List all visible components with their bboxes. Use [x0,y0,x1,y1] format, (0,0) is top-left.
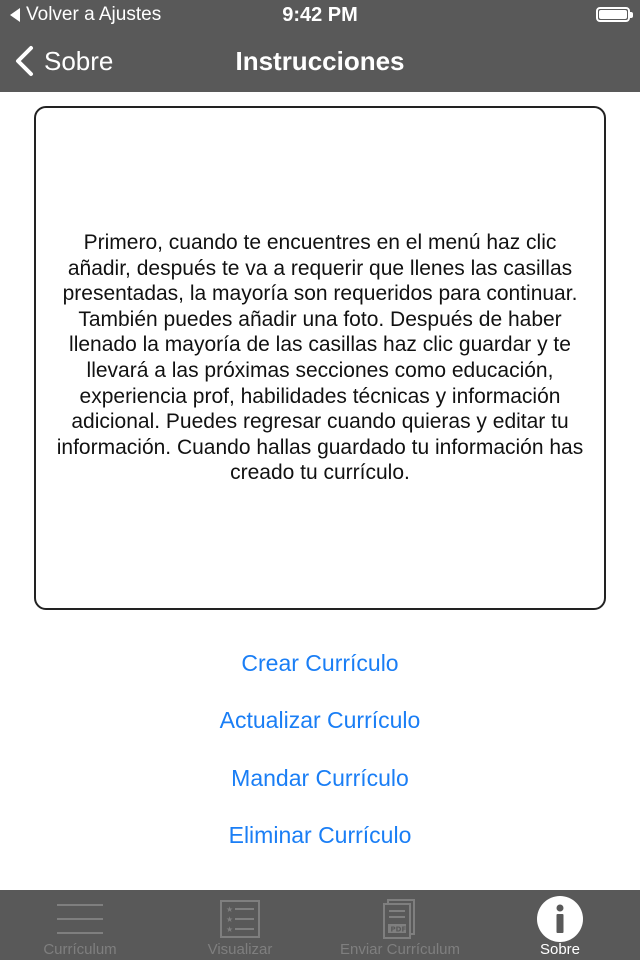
svg-text:★: ★ [226,915,234,924]
navigation-bar [0,30,640,92]
status-time: 9:42 PM [282,4,358,26]
list-icon [55,899,105,939]
tab-visualizar[interactable] [160,890,320,960]
update-resume-button[interactable]: Actualizar Currículo [219,707,421,733]
tab-bar [0,890,640,960]
checklist-icon [220,900,260,938]
instructions-text: Primero, cuando te encuentres en el menú haz clic añadir, después te va a requerir que llenes las casillas presentadas, la mayoría son requeridos para continuar. También puedes añadir una foto. Después de haber llenado la mayoría de las casillas haz clic guardar y te llevará a las próximas secciones como educación, experiencia prof, habilidades técnicas y información adicional. Puedes regresar cuando quieras y editar tu información. Cuando hallas guardado tu información has creado tu currículo. [56,231,584,485]
tab-sobre[interactable] [480,890,640,960]
battery-fill [599,10,627,19]
instructions-box [34,106,606,610]
send-resume-button[interactable]: Mandar Currículo [231,765,409,791]
info-icon [536,895,584,943]
tab-enviar-curriculum[interactable] [320,890,480,960]
tab-visualizar-label: Visualizar [207,941,273,958]
pdf-icon [382,899,418,939]
create-resume-button[interactable]: Crear Currículo [241,650,399,676]
tab-sobre-label: Sobre [539,941,581,958]
status-back-label: Volver a Ajustes [26,4,162,25]
status-bar [0,0,640,30]
svg-text:★: ★ [226,905,234,914]
tab-enviar-curriculum-label: Enviar Currículum [339,941,461,958]
svg-text:★: ★ [226,925,234,934]
chevron-left-icon [14,45,34,77]
tab-curriculum-label: Currículum [43,941,117,958]
back-button[interactable] [14,30,113,92]
back-button-label: Sobre [44,45,114,76]
svg-text:PDF: PDF [390,925,407,934]
battery-icon [596,7,630,22]
delete-resume-button[interactable]: Eliminar Currículo [228,822,412,848]
page-title: Instrucciones [235,46,405,76]
tab-curriculum[interactable] [0,890,160,960]
